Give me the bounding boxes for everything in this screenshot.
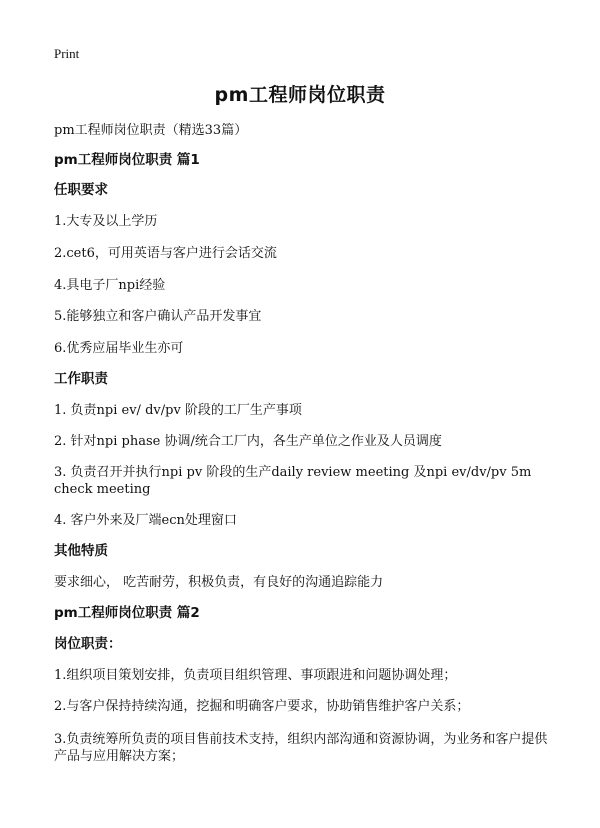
section-heading: pm工程师岗位职责 篇2 <box>54 605 200 621</box>
section-heading: 岗位职责： <box>54 636 122 652</box>
list-item: 2. 针对npi phase 协调/统合工厂内，各生产单位之作业及人员调度 <box>54 434 442 449</box>
paragraph: 要求细心， 吃苦耐劳，积极负责，有良好的沟通追踪能力 <box>54 575 384 590</box>
print-link[interactable]: Print <box>54 46 80 61</box>
list-item: 3. 负责召开并执行npi pv 阶段的生产daily review meeting 及npi ev/dv/pv 5m check meeting <box>54 465 532 497</box>
list-item: 1. 负责npi ev/ dv/pv 阶段的工厂生产事项 <box>54 403 302 418</box>
section-heading: 任职要求 <box>54 182 108 198</box>
section-heading: 工作职责 <box>54 371 108 387</box>
list-item: 4. 客户外来及厂端ecn处理窗口 <box>54 513 237 528</box>
list-item: 3.负责统筹所负责的项目售前技术支持，组织内部沟通和资源协调，为业务和客户提供产品与应用解决方案； <box>54 732 548 764</box>
list-item: 2.cet6，可用英语与客户进行会话交流 <box>54 246 277 261</box>
list-item: 1.组织项目策划安排，负责项目组织管理、事项跟进和问题协调处理； <box>54 668 457 683</box>
list-item: 2.与客户保持持续沟通，挖掘和明确客户要求，协助销售维护客户关系； <box>54 699 470 714</box>
section-heading: 其他特质 <box>54 543 108 559</box>
list-item: 4.具电子厂npi经验 <box>54 278 166 293</box>
list-item: 6.优秀应届毕业生亦可 <box>54 341 184 356</box>
document-subtitle: pm工程师岗位职责（精选33篇） <box>54 123 248 138</box>
list-item: 5.能够独立和客户确认产品开发事宜 <box>54 309 262 324</box>
list-item: 1.大专及以上学历 <box>54 214 158 229</box>
section-heading: pm工程师岗位职责 篇1 <box>54 152 200 168</box>
page-title: pm工程师岗位职责 <box>214 84 386 106</box>
